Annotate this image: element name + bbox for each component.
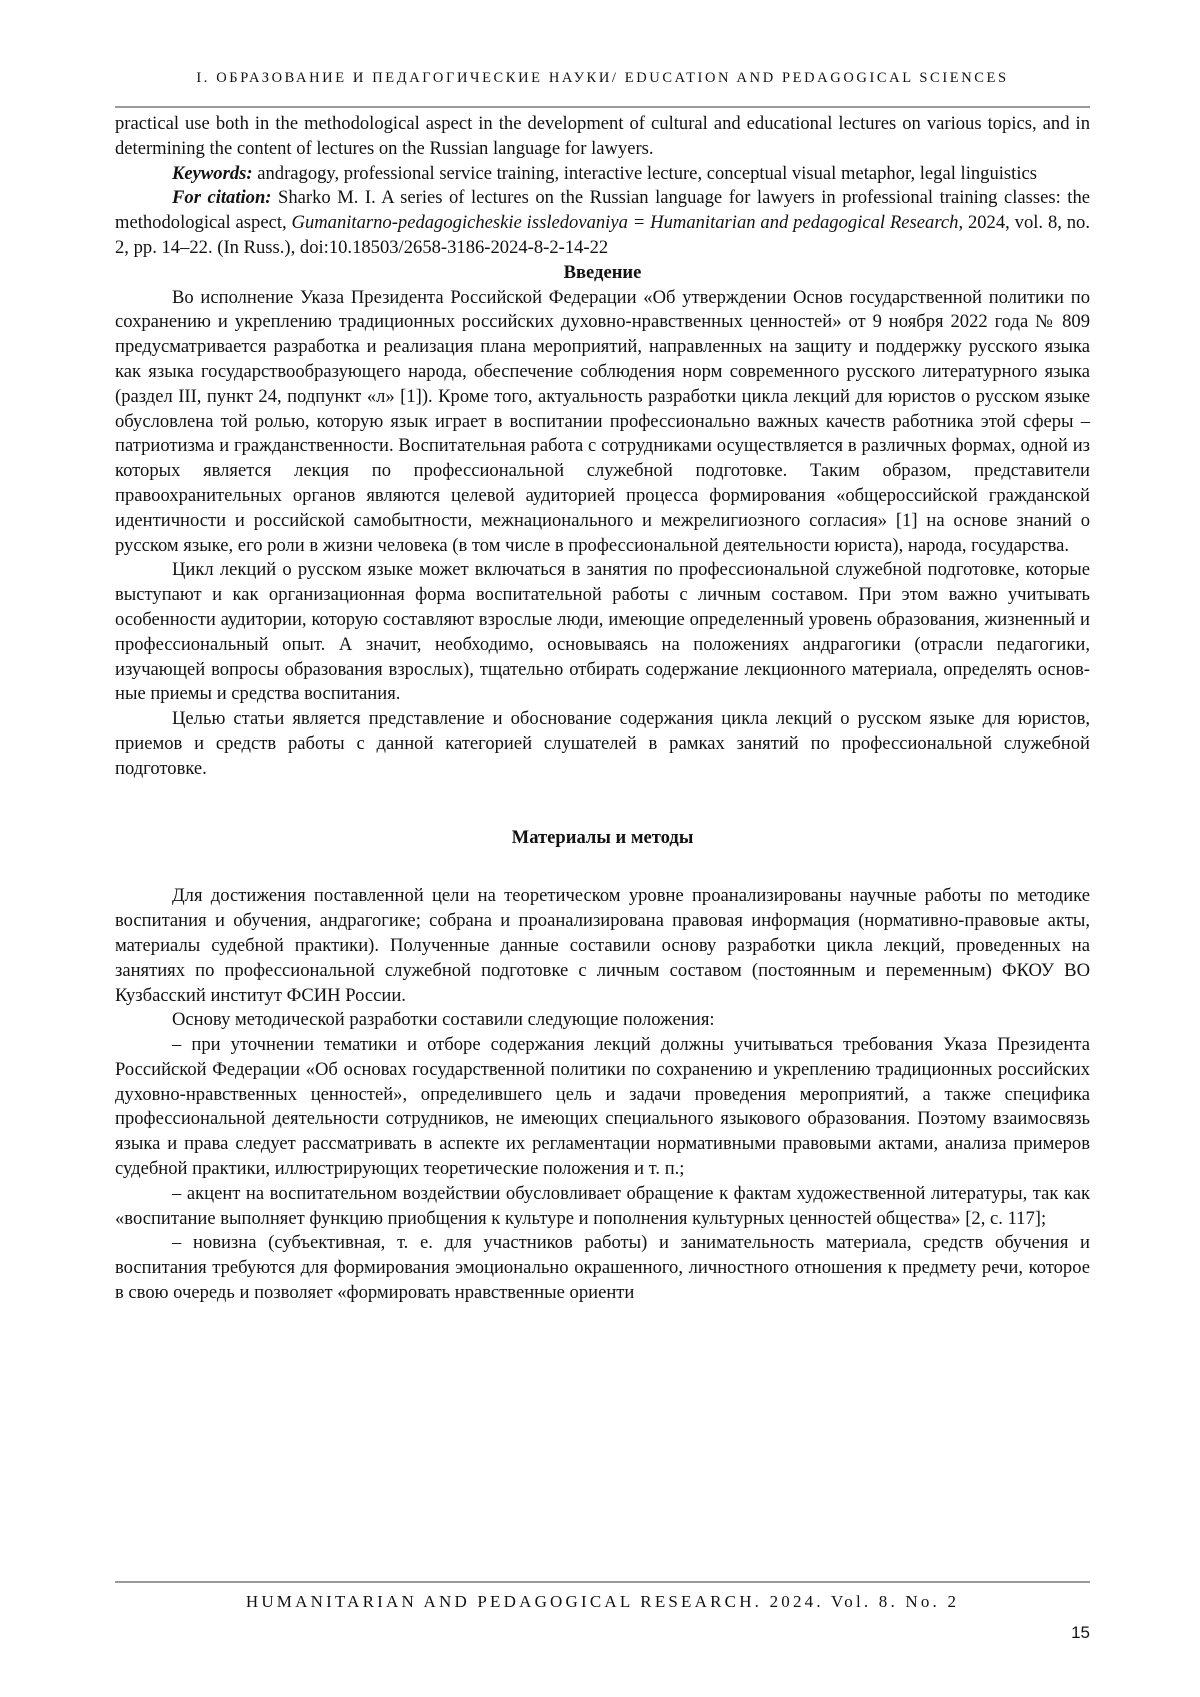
paragraph: Во исполнение Указа Президента Российской Федерации «Об утверждении Основ государственной политики по сохранению и укреплению традиционных российских духовно-нравственных ценностей» от 9 ноября 2022 года № 809 предусматривается разработка и реализация плана мероприятий, направленных на защиту и поддержку русского языка как языка государствообразующего народа, обеспечение соблюдения норм современного русского литературного языка (раздел III, пункт 24, подпункт «л» [1]). Кроме того, актуальность разработки цикла лекций для юристов о русском языке обусловлена той ролью, которую язык играет в воспитании профессионально важных качеств работника этой сферы – патриотизма и гражданственности. Воспитательная работа с сотрудниками осуществляется в различных формах, одной из которых является лекция по профессиональной служебной подготовке. Таким образом, представители правоохранительных органов являются целевой аудиторией процесса формирования «общероссийской гражданской идентичности и российской самобытности, межнационального и межрелигиозного согласия» [1] на основе знаний о русском языке, его роли в жизни человека (в том числе в профессиональной деятельности юриста), народа, государства. xyxy=(115,286,1090,556)
keywords-text: andragogy, professional service training, interactive lecture, conceptual visual metaphor, legal linguistics xyxy=(252,162,1037,184)
citation-text-part2: , 2024, vol. 8, no. 2, pp. 14–22. (In Russ.), doi:10.18503/2658-3186-2024-8-2-14-22 xyxy=(115,212,1090,258)
paragraph: Для достижения поставленной цели на теоретическом уровне проанализированы научные работы по методике воспитания и обучения, андрагогике; собрана и проанализирована правовая информация (нормативно-правовые акты, материалы судебной практики). Полученные данные составили основу разработки цикла лекций, проведенных на занятиях по профессиональной служебной подготовке с личным составом (постоянным и переменным) ФКОУ ВО Кузбасский институт ФСИН России. xyxy=(115,885,1090,1006)
paragraph: Целью статьи является представление и обоснование содержания цикла лекций о русском языке для юристов, приемов и средств работы с данной категорией слушателей в рамках занятий по профессиональной служебной подготовке. xyxy=(115,708,1090,779)
footer-divider xyxy=(115,1581,1090,1583)
paragraph: Основу методической разработки составили следующие положения: xyxy=(172,1009,715,1031)
header-divider xyxy=(115,106,1090,108)
keywords-label: Keywords: xyxy=(172,162,253,184)
section-title-introduction: Введение xyxy=(563,261,642,283)
running-header: I. ОБРАЗОВАНИЕ И ПЕДАГОГИЧЕСКИЕ НАУКИ/ EDUCATION AND PEDAGOGICAL SCIENCES xyxy=(196,70,1009,86)
list-item: – новизна (субъективная, т. е. для участников работы) и занимательность материала, средств обучения и воспитания требуются для формирования эмоционально окрашенного, личностного отношения к предмету речи, которое в свою очередь и позволяет «формировать нравственные ориенти xyxy=(115,1232,1090,1304)
page-number: 15 xyxy=(1071,1623,1090,1642)
citation-line xyxy=(115,186,1090,260)
list-item: – акцент на воспитательном воздействии обусловливает обращение к фактам художественной литературы, так как «воспитание выполняет функцию приобщения к культуре и пополнения культурных ценностей общества» [2, с. 117]; xyxy=(115,1182,1090,1229)
journal-footer: HUMANITARIAN AND PEDAGOGICAL RESEARCH. 2024. Vol. 8. No. 2 xyxy=(245,1592,960,1611)
list-item: – при уточнении тематики и отборе содержания лекций должны учитываться требования Указа Президента Российской Федерации «Об основах государственной политики по сохранению и укреплению традиционных российских духовно-нравственных ценностей», определившего цель и задачи проведения мероприятий, а также специфика профессиональной деятельности сотрудников, не имеющих специального языкового образования. Поэтому взаимосвязь языка и права следует рассматривать в аспекте их регламентации нормативными правовыми актами, анализа примеров судебной практики, иллюстрирующих теоретические положения и т. п.; xyxy=(115,1034,1090,1180)
abstract-tail: practical use both in the methodological aspect in the development of cultural and educational lectures on various topics, and in determining the content of lectures on the Russian language for lawyers. xyxy=(115,113,1090,159)
citation-label: For citation: xyxy=(172,187,272,209)
citation-text-part1: Sharko M. I. A series of lectures on the Russian language for lawyers in professional training classes: the methodological aspect, xyxy=(115,187,1090,234)
section-title-materials-methods: Материалы и методы xyxy=(511,826,694,848)
citation-journal-title: Gumanitarno-pedagogicheskie issledovaniya = Humanitarian and pedagogical Research xyxy=(291,212,959,234)
paragraph: Цикл лекций о русском языке может включаться в занятия по профессиональной служебной подготовке, которые выступают и как организационная форма воспитательной работы с личным составом. При этом важно учитывать особенности аудитории, которую составляют взрослые люди, имеющие определенный уровень образования, жизненный и профессиональный опыт. А значит, необходимо, основываясь на положениях андрагогики (отрасли педагогики, изучающей вопросы образования взрослых), тщательно отбирать содержание лекционного материала, определять основные приемы и средства воспитания. xyxy=(115,559,1090,705)
article-body xyxy=(115,112,1090,1306)
keywords-line xyxy=(115,162,1090,187)
